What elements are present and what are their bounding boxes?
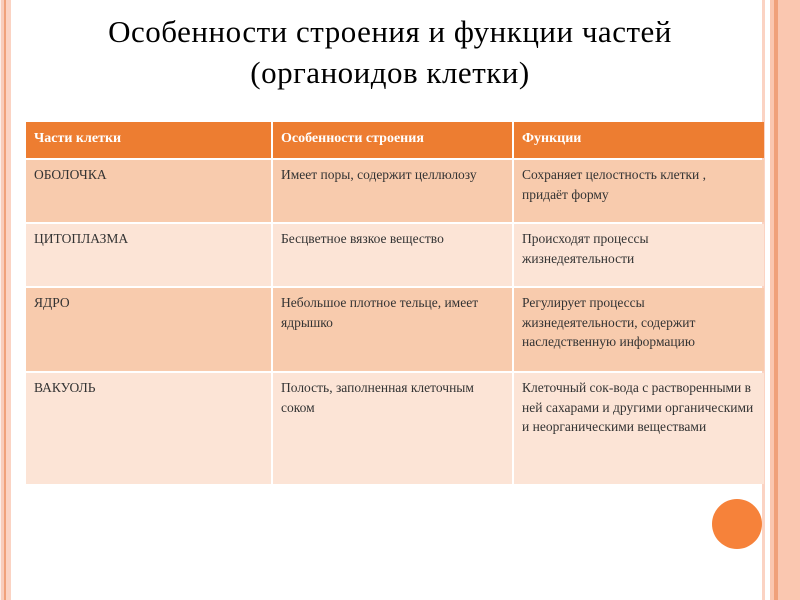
table-header-parts: Части клетки bbox=[26, 122, 271, 158]
corner-circle-decoration bbox=[712, 499, 762, 549]
table-cell-membrane-name: ОБОЛОЧКА bbox=[26, 160, 271, 222]
table-cell-nucleus-name: ЯДРО bbox=[26, 288, 271, 371]
table-cell-nucleus-function: Регулирует процессы жизнедеятельности, содержит наследственную информацию bbox=[514, 288, 764, 371]
slide-title-line2: (органоидов клетки) bbox=[250, 54, 530, 90]
left-border-decoration bbox=[0, 0, 12, 600]
table-header-function: Функции bbox=[514, 122, 764, 158]
slide-title-line1: Особенности строения и функции частей bbox=[108, 14, 672, 49]
table-cell-cytoplasm-structure: Бесцветное вязкое вещество bbox=[273, 224, 512, 286]
table-cell-vacuole-name: ВАКУОЛЬ bbox=[26, 373, 271, 484]
table-header-structure: Особенности строения bbox=[273, 122, 512, 158]
slide-title bbox=[20, 12, 760, 94]
table-cell-cytoplasm-function: Происходят процессы жизнедеятельности bbox=[514, 224, 764, 286]
table-cell-cytoplasm-name: ЦИТОПЛАЗМА bbox=[26, 224, 271, 286]
cell-parts-table bbox=[26, 122, 764, 484]
table-cell-membrane-function: Сохраняет целостность клетки , придаёт форму bbox=[514, 160, 764, 222]
table-cell-nucleus-structure: Небольшое плотное тельце, имеет ядрышко bbox=[273, 288, 512, 371]
table-cell-vacuole-function: Клеточный сок-вода с растворенными в ней сахарами и другими органическими и неорганическими веществами bbox=[514, 373, 764, 484]
right-border-decoration bbox=[762, 0, 800, 600]
table-cell-membrane-structure: Имеет поры, содержит целлюлозу bbox=[273, 160, 512, 222]
table-cell-vacuole-structure: Полость, заполненная клеточным соком bbox=[273, 373, 512, 484]
